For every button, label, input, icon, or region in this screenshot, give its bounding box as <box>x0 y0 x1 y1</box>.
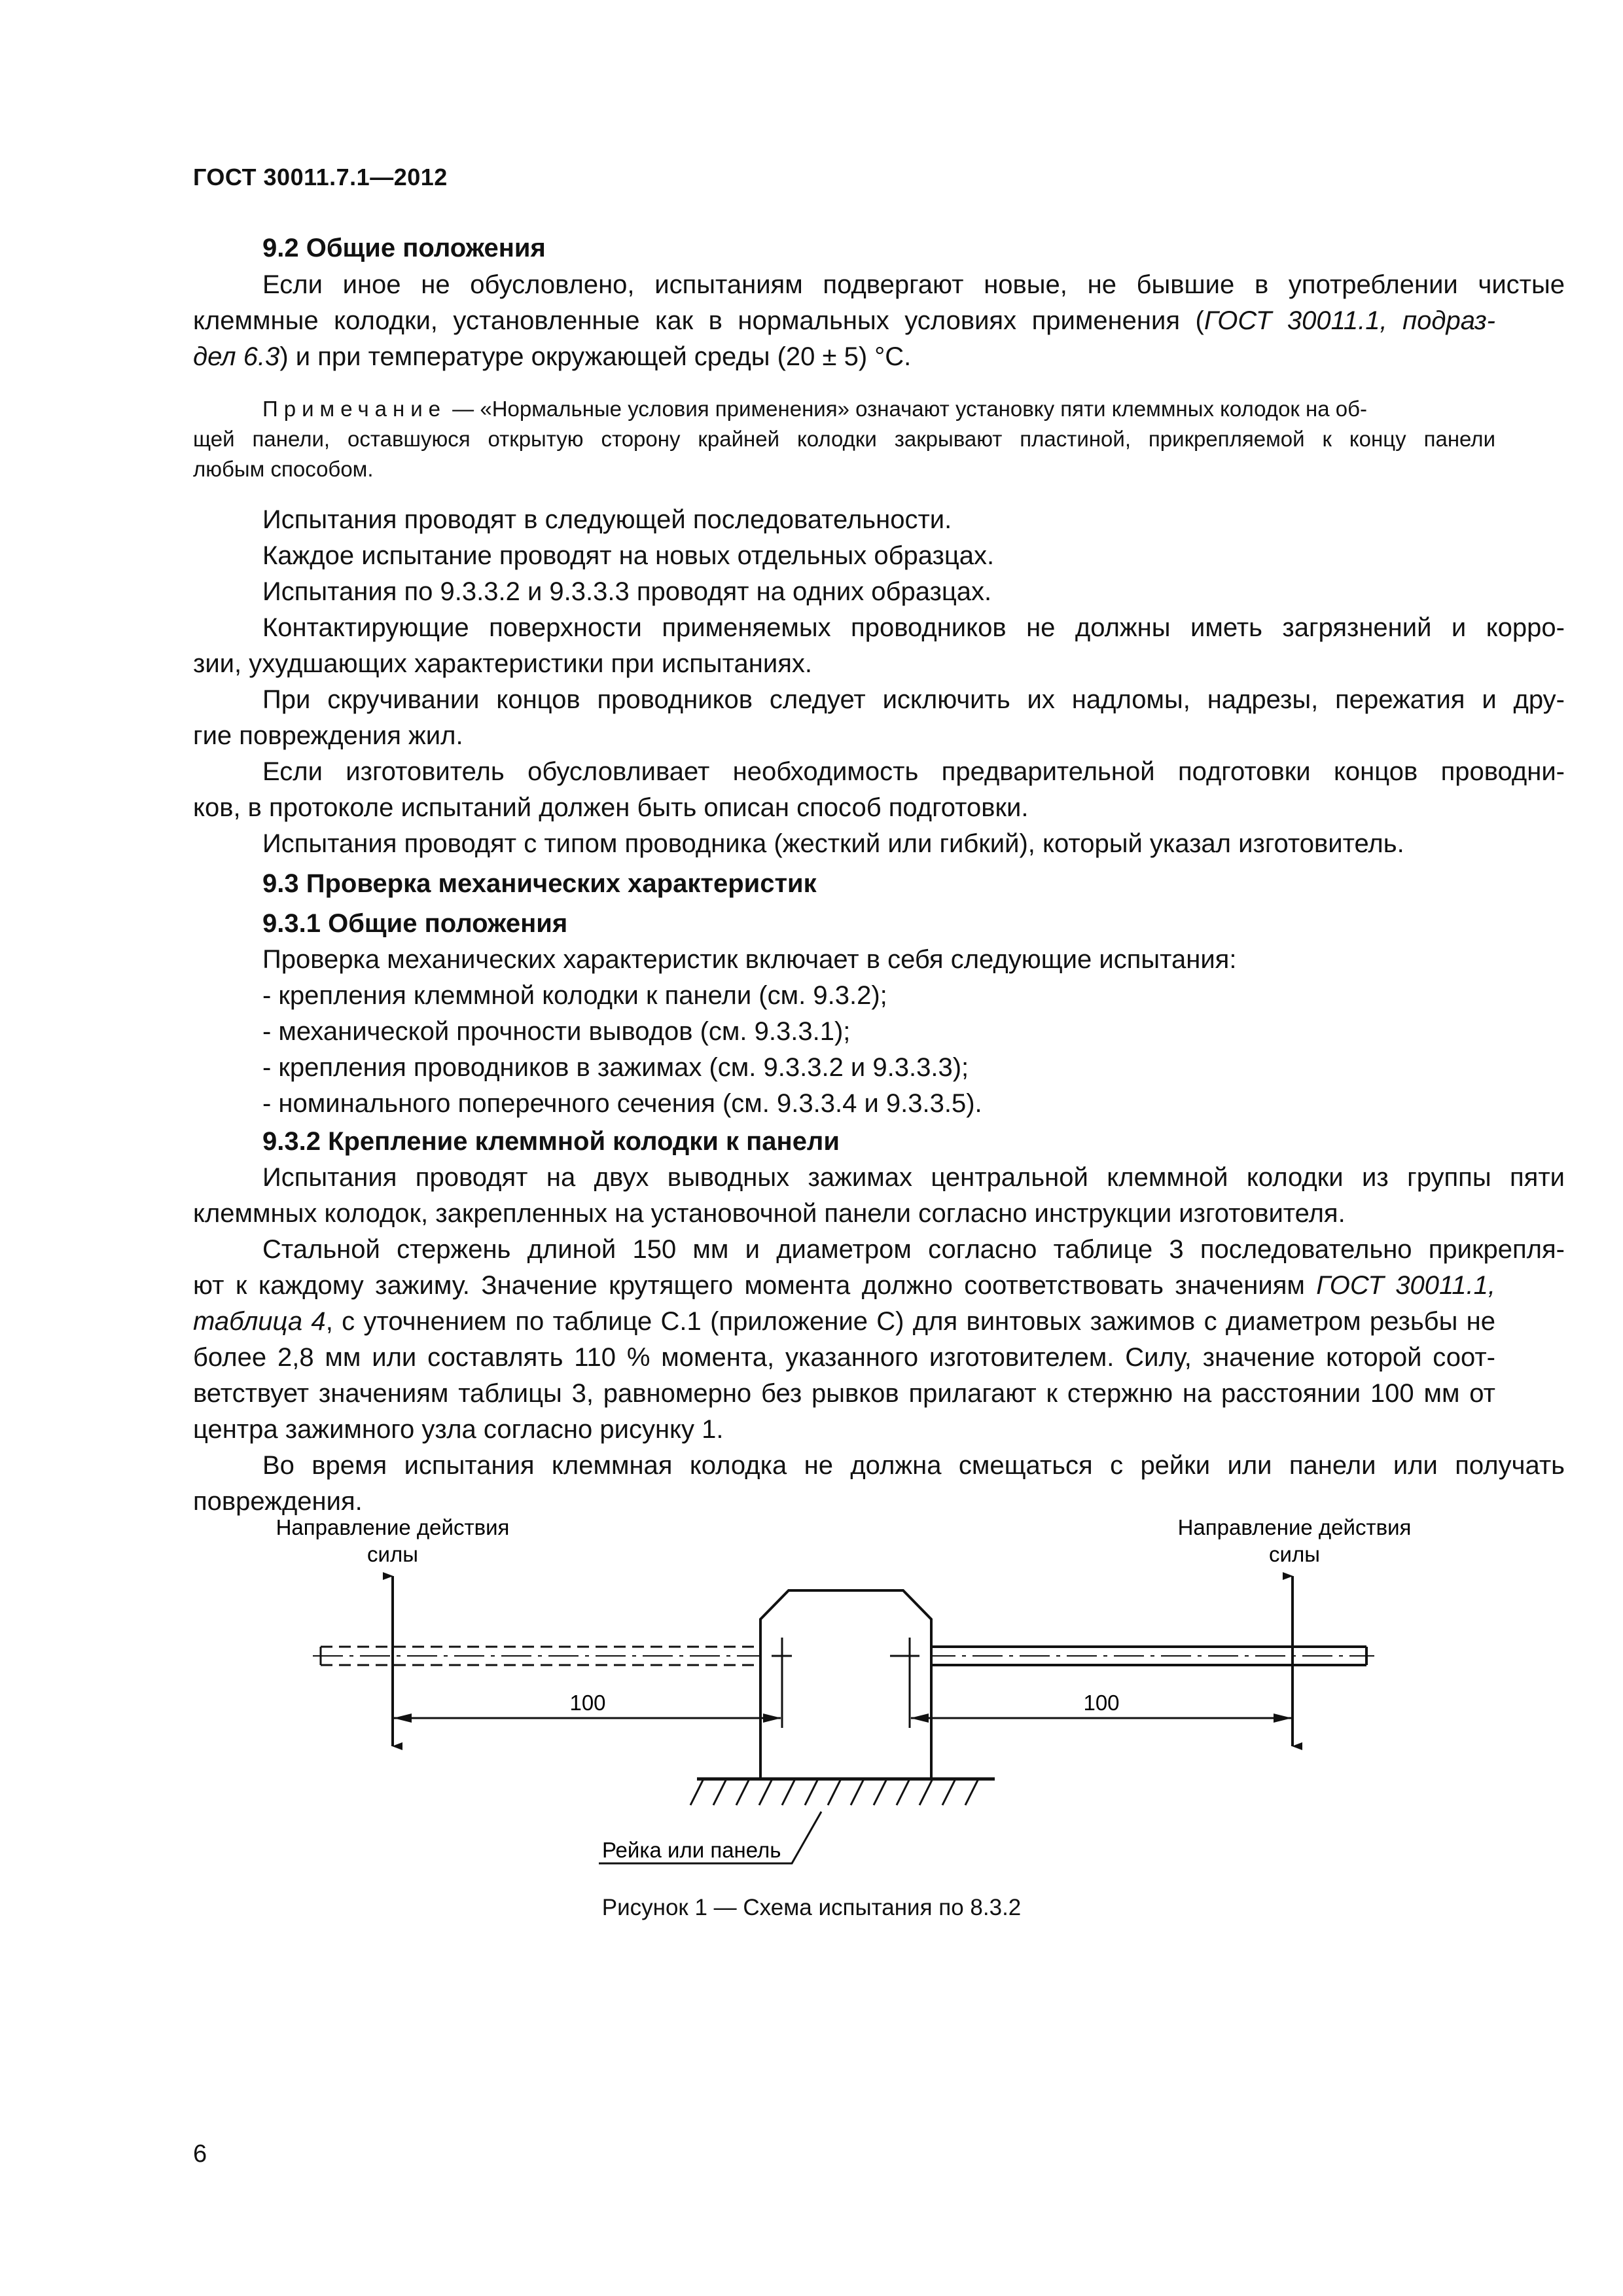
list-item: - номинального поперечного сечения (см. 9.3.3.4 и 9.3.3.5). <box>262 1089 982 1118</box>
paragraph-line: Если иное не обусловлено, испытаниям подвергают новые, не бывшие в употреблении чистые <box>262 270 1565 299</box>
section-heading-9-3-1: 9.3.1 Общие положения <box>262 909 568 938</box>
right-force-label-line2: силы <box>1269 1542 1320 1566</box>
right-dimension-value: 100 <box>1083 1691 1120 1715</box>
list-item: - крепления клеммной колодки к панели (см. 9.3.2); <box>262 981 887 1010</box>
paragraph-line: повреждения. <box>193 1487 363 1516</box>
rail-hatching <box>690 1779 978 1805</box>
left-force-label-line1: Направление действия <box>276 1515 510 1539</box>
gost-reference: дел 6.3 <box>193 342 280 371</box>
note-line: щей панели, оставшуюся открытую сторону крайней колодки закрывают пластиной, прикрепляемой к концу панели <box>193 427 1495 451</box>
note-label: Примечание <box>262 397 447 421</box>
paragraph-line: гие повреждения жил. <box>193 721 463 750</box>
paragraph-line: более 2,8 мм или составлять 110 % момента, указанного изготовителем. Силу, значение которой соот- <box>193 1343 1495 1372</box>
page-number: 6 <box>193 2140 207 2168</box>
terminal-block <box>760 1590 931 1779</box>
section-heading-9-2: 9.2 Общие положения <box>262 234 546 262</box>
paragraph-line: центра зажимного узла согласно рисунку 1. <box>193 1415 724 1444</box>
paragraph-line: При скручивании концов проводников следует исключить их надломы, надрезы, пережатия и дру- <box>262 685 1565 714</box>
paragraph-line: дел 6.3) и при температуре окружающей среды (20 ± 5) °С. <box>193 342 912 371</box>
gost-reference: ГОСТ 30011.1, <box>1316 1271 1496 1300</box>
paragraph-line: зии, ухудшающих характеристики при испытаниях. <box>193 649 812 678</box>
note-line: Примечание — «Нормальные условия применения» означают установку пяти клеммных колодок на об- <box>262 397 1368 421</box>
rail-label: Рейка или панель <box>602 1838 781 1862</box>
document-header-id: ГОСТ 30011.7.1—2012 <box>193 164 448 190</box>
paragraph-line: клеммных колодок, закрепленных на установочной панели согласно инструкции изготовителя. <box>193 1199 1346 1228</box>
list-item: - крепления проводников в зажимах (см. 9.3.3.2 и 9.3.3.3); <box>262 1053 969 1082</box>
left-force-label-line2: силы <box>367 1542 418 1566</box>
paragraph-line: клеммные колодки, установленные как в нормальных условиях применения (ГОСТ 30011.1, подраз- <box>193 306 1495 335</box>
section-heading-9-3-2: 9.3.2 Крепление клеммной колодки к панели <box>262 1127 840 1156</box>
paragraph-line: Контактирующие поверхности применяемых проводников не должны иметь загрязнений и корро- <box>262 613 1565 642</box>
paragraph-line: Испытания проводят в следующей последовательности. <box>262 505 952 534</box>
figure-1-test-diagram <box>0 1499 1623 1878</box>
paragraph-line: таблица 4, с уточнением по таблице С.1 (приложение С) для винтовых зажимов с диаметром резьбы не <box>193 1307 1496 1336</box>
paragraph-line: Испытания проводят с типом проводника (жесткий или гибкий), который указал изготовитель. <box>262 829 1404 858</box>
paragraph-line: Каждое испытание проводят на новых отдельных образцах. <box>262 541 995 570</box>
left-dimension-value: 100 <box>569 1691 606 1715</box>
right-force-label-line1: Направление действия <box>1177 1515 1412 1539</box>
paragraph-line: ют к каждому зажиму. Значение крутящего момента должно соответствовать значениям ГОСТ 30011.1, <box>193 1271 1496 1300</box>
paragraph-line: Испытания проводят на двух выводных зажимах центральной клеммной колодки из группы пяти <box>262 1163 1565 1192</box>
section-heading-9-3: 9.3 Проверка механических характеристик <box>262 869 817 898</box>
paragraph-line: Проверка механических характеристик включает в себя следующие испытания: <box>262 945 1237 974</box>
figure-caption: Рисунок 1 — Схема испытания по 8.3.2 <box>601 1895 1022 1920</box>
note-line: любым способом. <box>193 457 374 481</box>
paragraph-line: Стальной стержень длиной 150 мм и диаметром согласно таблице 3 последовательно прикрепля- <box>262 1235 1565 1264</box>
paragraph-line: Испытания по 9.3.3.2 и 9.3.3.3 проводят на одних образцах. <box>262 577 992 606</box>
paragraph-line: Если изготовитель обусловливает необходимость предварительной подготовки концов проводни- <box>262 757 1565 786</box>
paragraph-line: ветствует значениям таблицы 3, равномерно без рывков прилагают к стержню на расстоянии 100 мм от <box>193 1379 1495 1408</box>
paragraph-line: Во время испытания клеммная колодка не должна смещаться с рейки или панели или получать <box>262 1451 1565 1480</box>
gost-reference: ГОСТ 30011.1, подраз- <box>1204 306 1495 335</box>
table-reference: таблица 4 <box>193 1307 326 1336</box>
list-item: - механической прочности выводов (см. 9.3.3.1); <box>262 1017 851 1046</box>
paragraph-line: ков, в протоколе испытаний должен быть описан способ подготовки. <box>193 793 1029 822</box>
